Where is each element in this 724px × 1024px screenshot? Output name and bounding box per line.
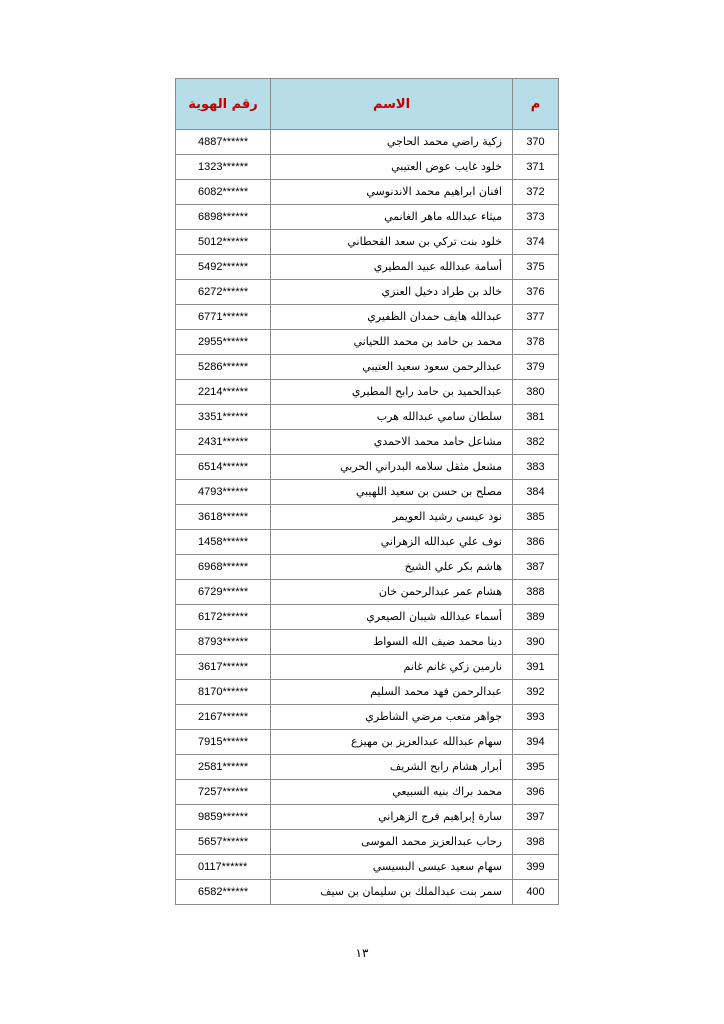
row-name: عبدالرحمن فهد محمد السليم bbox=[271, 680, 513, 705]
row-number: 374 bbox=[513, 230, 559, 255]
row-id-number: 7915****** bbox=[176, 730, 271, 755]
table-row bbox=[176, 380, 559, 405]
row-number: 393 bbox=[513, 705, 559, 730]
table-row bbox=[176, 655, 559, 680]
names-table bbox=[175, 78, 559, 905]
row-name: مشعل مثقل سلامه البدراني الحربي bbox=[271, 455, 513, 480]
row-name: افنان ابراهيم محمد الاندنوسي bbox=[271, 180, 513, 205]
row-number: 373 bbox=[513, 205, 559, 230]
table-row bbox=[176, 280, 559, 305]
row-id-number: 2955****** bbox=[176, 330, 271, 355]
table-row bbox=[176, 880, 559, 905]
row-id-number: 2167****** bbox=[176, 705, 271, 730]
row-id-number: 2214****** bbox=[176, 380, 271, 405]
table-row bbox=[176, 580, 559, 605]
row-number: 382 bbox=[513, 430, 559, 455]
row-name: خلود بنت تركي بن سعد القحطاني bbox=[271, 230, 513, 255]
row-id-number: 9859****** bbox=[176, 805, 271, 830]
row-name: أسماء عبدالله شيبان الصيعري bbox=[271, 605, 513, 630]
table-header-row bbox=[176, 79, 559, 130]
row-id-number: 6082****** bbox=[176, 180, 271, 205]
row-number: 370 bbox=[513, 130, 559, 155]
table-row bbox=[176, 230, 559, 255]
row-number: 380 bbox=[513, 380, 559, 405]
row-number: 396 bbox=[513, 780, 559, 805]
row-number: 383 bbox=[513, 455, 559, 480]
table-row bbox=[176, 505, 559, 530]
row-name: نوف علي عبدالله الزهراني bbox=[271, 530, 513, 555]
row-id-number: 7257****** bbox=[176, 780, 271, 805]
row-name: سلطان سامي عبدالله هرب bbox=[271, 405, 513, 430]
row-name: سمر بنت عبدالملك بن سليمان بن سيف bbox=[271, 880, 513, 905]
row-number: 378 bbox=[513, 330, 559, 355]
table-row bbox=[176, 855, 559, 880]
table-row bbox=[176, 480, 559, 505]
row-number: 371 bbox=[513, 155, 559, 180]
page-number: ١٣ bbox=[355, 946, 369, 960]
table-row bbox=[176, 780, 559, 805]
table-row bbox=[176, 255, 559, 280]
table-row bbox=[176, 205, 559, 230]
table-row bbox=[176, 705, 559, 730]
row-id-number: 0117****** bbox=[176, 855, 271, 880]
table-row bbox=[176, 805, 559, 830]
row-name: مصلح بن حسن بن سعيد اللهيبي bbox=[271, 480, 513, 505]
table-row bbox=[176, 330, 559, 355]
row-id-number: 4793****** bbox=[176, 480, 271, 505]
row-id-number: 3617****** bbox=[176, 655, 271, 680]
row-number: 388 bbox=[513, 580, 559, 605]
header-id: رقم الهوية bbox=[176, 79, 271, 130]
row-number: 398 bbox=[513, 830, 559, 855]
row-name: دينا محمد ضيف الله السواط bbox=[271, 630, 513, 655]
row-id-number: 1323****** bbox=[176, 155, 271, 180]
row-name: سارة إبراهيم فرج الزهراني bbox=[271, 805, 513, 830]
row-name: خالد بن طراد دخيل العنزي bbox=[271, 280, 513, 305]
table-row bbox=[176, 180, 559, 205]
row-number: 400 bbox=[513, 880, 559, 905]
row-number: 387 bbox=[513, 555, 559, 580]
row-id-number: 3618****** bbox=[176, 505, 271, 530]
table-row bbox=[176, 730, 559, 755]
table-row bbox=[176, 130, 559, 155]
table-body bbox=[176, 130, 559, 905]
row-id-number: 6272****** bbox=[176, 280, 271, 305]
row-number: 384 bbox=[513, 480, 559, 505]
row-id-number: 6771****** bbox=[176, 305, 271, 330]
table-row bbox=[176, 630, 559, 655]
row-name: سهام عبدالله عبدالعزيز بن مهيزع bbox=[271, 730, 513, 755]
row-name: نارمين زكي غانم غانم bbox=[271, 655, 513, 680]
row-number: 399 bbox=[513, 855, 559, 880]
row-name: محمد بن حامد بن محمد اللحياني bbox=[271, 330, 513, 355]
row-id-number: 2581****** bbox=[176, 755, 271, 780]
row-id-number: 6172****** bbox=[176, 605, 271, 630]
row-name: مشاعل حامد محمد الاحمدي bbox=[271, 430, 513, 455]
row-number: 381 bbox=[513, 405, 559, 430]
table-row bbox=[176, 530, 559, 555]
row-number: 386 bbox=[513, 530, 559, 555]
row-name: جواهر متعب مرضي الشاطري bbox=[271, 705, 513, 730]
row-number: 379 bbox=[513, 355, 559, 380]
row-id-number: 6514****** bbox=[176, 455, 271, 480]
row-number: 394 bbox=[513, 730, 559, 755]
row-number: 395 bbox=[513, 755, 559, 780]
row-name: زكية راضي محمد الحاجي bbox=[271, 130, 513, 155]
row-id-number: 5012****** bbox=[176, 230, 271, 255]
row-number: 392 bbox=[513, 680, 559, 705]
row-number: 397 bbox=[513, 805, 559, 830]
row-id-number: 8793****** bbox=[176, 630, 271, 655]
row-name: أبرار هشام رابح الشريف bbox=[271, 755, 513, 780]
row-id-number: 4887****** bbox=[176, 130, 271, 155]
row-name: رحاب عبدالعزيز محمد الموسى bbox=[271, 830, 513, 855]
row-name: ميثاء عبدالله ماهر الغانمي bbox=[271, 205, 513, 230]
row-name: عبدالحميد بن حامد رابح المطيري bbox=[271, 380, 513, 405]
row-name: محمد براك بنيه السبيعي bbox=[271, 780, 513, 805]
table-row bbox=[176, 405, 559, 430]
row-number: 372 bbox=[513, 180, 559, 205]
header-name: الاسم bbox=[271, 79, 513, 130]
row-number: 390 bbox=[513, 630, 559, 655]
table-row bbox=[176, 430, 559, 455]
table-row bbox=[176, 355, 559, 380]
row-name: خلود غايب عوض العتيبي bbox=[271, 155, 513, 180]
table-row bbox=[176, 555, 559, 580]
table-row bbox=[176, 605, 559, 630]
row-id-number: 6582****** bbox=[176, 880, 271, 905]
row-id-number: 5492****** bbox=[176, 255, 271, 280]
row-id-number: 6729****** bbox=[176, 580, 271, 605]
row-id-number: 6968****** bbox=[176, 555, 271, 580]
row-id-number: 3351****** bbox=[176, 405, 271, 430]
table-row bbox=[176, 155, 559, 180]
table-row bbox=[176, 455, 559, 480]
row-name: نود عيسى رشيد العويمر bbox=[271, 505, 513, 530]
row-name: هاشم بكر علي الشيخ bbox=[271, 555, 513, 580]
row-name: سهام سعيد عيسى البسيسي bbox=[271, 855, 513, 880]
row-id-number: 8170****** bbox=[176, 680, 271, 705]
row-number: 385 bbox=[513, 505, 559, 530]
row-id-number: 2431****** bbox=[176, 430, 271, 455]
row-id-number: 6898****** bbox=[176, 205, 271, 230]
row-name: أسامة عبدالله عبيد المطيري bbox=[271, 255, 513, 280]
table-row bbox=[176, 830, 559, 855]
row-name: هشام عمر عبدالرحمن خان bbox=[271, 580, 513, 605]
table-row bbox=[176, 680, 559, 705]
row-number: 377 bbox=[513, 305, 559, 330]
row-number: 389 bbox=[513, 605, 559, 630]
row-name: عبدالله هايف حمدان الظفيري bbox=[271, 305, 513, 330]
row-name: عبدالرحمن سعود سعيد العتيبي bbox=[271, 355, 513, 380]
table-row bbox=[176, 305, 559, 330]
row-id-number: 5286****** bbox=[176, 355, 271, 380]
row-number: 375 bbox=[513, 255, 559, 280]
table-row bbox=[176, 755, 559, 780]
row-id-number: 1458****** bbox=[176, 530, 271, 555]
row-number: 376 bbox=[513, 280, 559, 305]
row-number: 391 bbox=[513, 655, 559, 680]
header-number: م bbox=[513, 79, 559, 130]
row-id-number: 5657****** bbox=[176, 830, 271, 855]
